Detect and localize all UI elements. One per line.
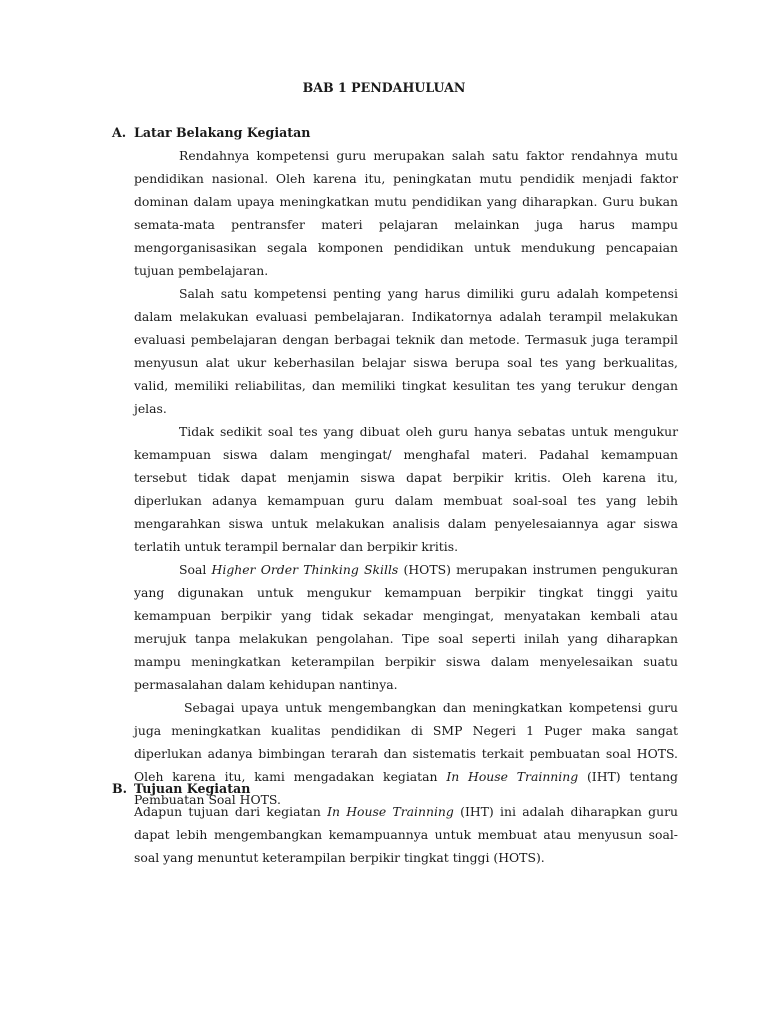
chapter-title: BAB 1 PENDAHULUAN — [302, 80, 466, 95]
section-b-marker: B. — [112, 781, 128, 796]
paragraph-latar-1: Rendahnya kompetensi guru merupakan salah satu faktor rendahnya mutu pendidikan nasional. Oleh karena itu, peningkatan mutu pendidik menjadi faktor dominan dalam upaya meningkatkan mutu pendidikan yang diharapkan. Guru bukan semata-mata pentransfer materi pelajaran melainkan juga harus mampu mengorganisasikan segala komponen pendidikan untuk mendukung pencapaian tujuan pembelajaran. — [134, 148, 678, 278]
hots-term: Higher Order Thinking Skills — [211, 562, 399, 577]
tujuan-rest-text: (IHT) ini adalah diharapkan guru dapat lebih mengembangkan kemampuannya untuk membuat atau menyusun soal-soal yang menuntut keterampilan berpikir tingkat tinggi (HOTS). — [134, 804, 678, 865]
paragraph-latar-4 — [134, 558, 678, 696]
hots-intro-text: Soal — [179, 562, 212, 577]
paragraph-tujuan — [134, 800, 678, 869]
section-b-heading — [112, 777, 250, 800]
section-b-body — [134, 800, 678, 869]
paragraph-latar-2: Salah satu kompetensi penting yang harus dimiliki guru adalah kompetensi dalam melakukan evaluasi pembelajaran. Indikatornya adalah terampil melakukan evaluasi pembelajaran dengan berbagai teknik dan metode. Termasuk juga terampil menyusun alat ukur keberhasilan belajar siswa berupa soal tes yang berkualitas, valid, memiliki reliabilitas, dan memiliki tingkat kesulitan tes yang terukur dengan jelas. — [134, 286, 678, 416]
hots-definition-text: (HOTS) merupakan instrumen pengukuran yang digunakan untuk mengukur kemampuan berpikir tingkat tinggi yaitu kemampuan berpikir yang tidak sekadar mengingat, menyatakan kembali atau merujuk tanpa melakukan pengolahan. Tipe soal seperti inilah yang diharapkan mampu meningkatkan keterampilan berpikir siswa dalam menyelesaikan suatu permasalahan dalam kehidupan nantinya. — [134, 562, 678, 692]
section-a-heading-text: Latar Belakang Kegiatan — [134, 125, 311, 140]
section-a-marker: A. — [112, 125, 127, 140]
upaya-text: Sebagai upaya untuk mengembangkan dan meningkatkan kompetensi guru juga meningkatkan kualitas pendidikan di SMP Negeri 1 Puger maka sangat diperlukan adanya bimbingan terarah dan sistematis terkait pembuatan soal HOTS. Oleh karena itu, kami mengadakan kegiatan — [134, 700, 678, 784]
section-b-heading-text: Tujuan Kegiatan — [134, 781, 251, 796]
section-a-heading — [112, 121, 310, 144]
section-a-body — [134, 144, 678, 811]
tujuan-intro-text: Adapun tujuan dari kegiatan — [134, 804, 328, 819]
iht-topic-text: (IHT) tentang Pembuatan Soal HOTS. — [134, 769, 678, 807]
iht-term-tujuan: In House Trainning — [327, 804, 454, 819]
paragraph-latar-3: Tidak sedikit soal tes yang dibuat oleh guru hanya sebatas untuk mengukur kemampuan siswa dalam mengingat/ menghafal materi. Padahal kemampuan tersebut tidak dapat menjamin siswa dapat berpikir kritis. Oleh karena itu, diperlukan adanya kemampuan guru dalam membuat soal-soal tes yang lebih mengarahkan siswa untuk melakukan analisis dalam penyelesaiannya agar siswa terlatih untuk terampil bernalar dan berpikir kritis. — [134, 424, 678, 554]
iht-term: In House Trainning — [446, 769, 579, 784]
